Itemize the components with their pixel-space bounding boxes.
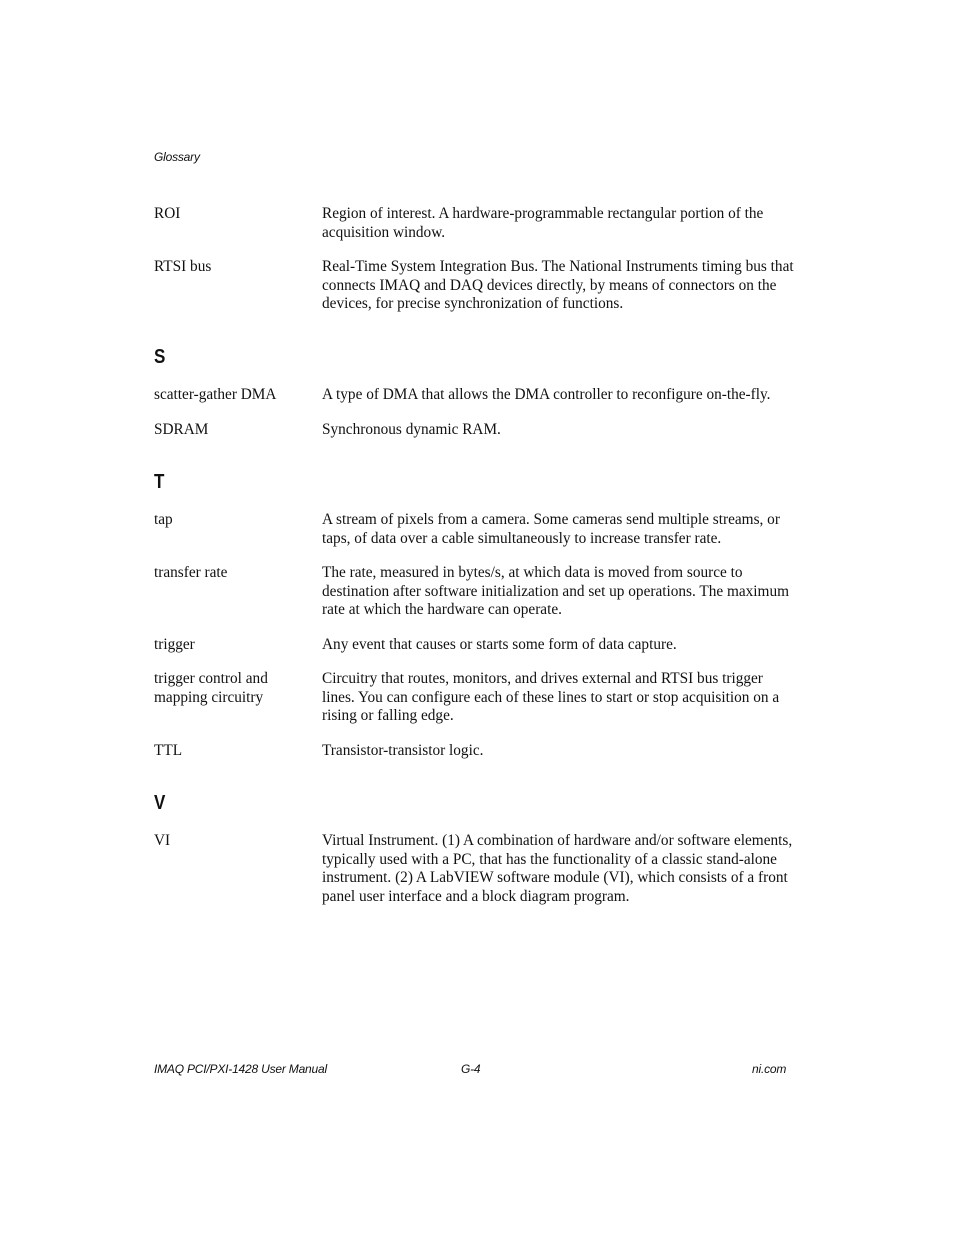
glossary-term: transfer rate bbox=[154, 564, 228, 581]
glossary-term: RTSI bus bbox=[154, 258, 212, 275]
glossary-definition: The rate, measured in bytes/s, at which data is moved from source to destination after software initialization and set up operations. The maximum rate at which the hardware can operate. bbox=[322, 564, 789, 619]
glossary-definition: Transistor-transistor logic. bbox=[322, 742, 484, 759]
glossary-definition: Region of interest. A hardware-programmable rectangular portion of the acquisition window. bbox=[322, 205, 764, 241]
section-heading-s: S bbox=[154, 346, 166, 368]
glossary-term: trigger bbox=[154, 636, 195, 653]
glossary-term: SDRAM bbox=[154, 421, 209, 438]
glossary-definition: A stream of pixels from a camera. Some cameras send multiple streams, or taps, of data over a cable simultaneously to increase transfer rate. bbox=[322, 511, 780, 547]
glossary-definition: A type of DMA that allows the DMA controller to reconfigure on-the-fly. bbox=[322, 386, 771, 403]
glossary-definition: Virtual Instrument. (1) A combination of hardware and/or software elements, typically used with a PC, that has the functionality of a classic stand-alone instrument. (2) A LabVIEW software module (VI), which consists of a front panel user interface and a block diagram program. bbox=[322, 832, 793, 905]
glossary-term: TTL bbox=[154, 742, 183, 759]
glossary-term: scatter-gather DMA bbox=[154, 386, 277, 403]
footer-website-link[interactable]: ni.com bbox=[752, 1062, 787, 1076]
glossary-definition: Synchronous dynamic RAM. bbox=[322, 421, 501, 438]
running-head: Glossary bbox=[154, 150, 200, 164]
section-heading-t: T bbox=[154, 471, 165, 493]
glossary-term: tap bbox=[154, 511, 173, 528]
glossary-definition: Any event that causes or starts some form of data capture. bbox=[322, 636, 677, 653]
glossary-definition: Circuitry that routes, monitors, and drives external and RTSI bus trigger lines. You can configure each of these lines to start or stop acquisition on a rising or falling edge. bbox=[322, 670, 780, 725]
footer-page-number: G-4 bbox=[461, 1062, 481, 1076]
glossary-definition: Real-Time System Integration Bus. The National Instruments timing bus that connects IMAQ and DAQ devices directly, by means of connectors on the devices, for precise synchronization of functions. bbox=[322, 258, 794, 313]
glossary-term: ROI bbox=[154, 205, 181, 222]
section-heading-v: V bbox=[154, 792, 166, 814]
glossary-term: trigger control and mapping circuitry bbox=[154, 670, 268, 706]
footer-manual-title: IMAQ PCI/PXI-1428 User Manual bbox=[154, 1062, 327, 1076]
glossary-term: VI bbox=[154, 832, 171, 849]
